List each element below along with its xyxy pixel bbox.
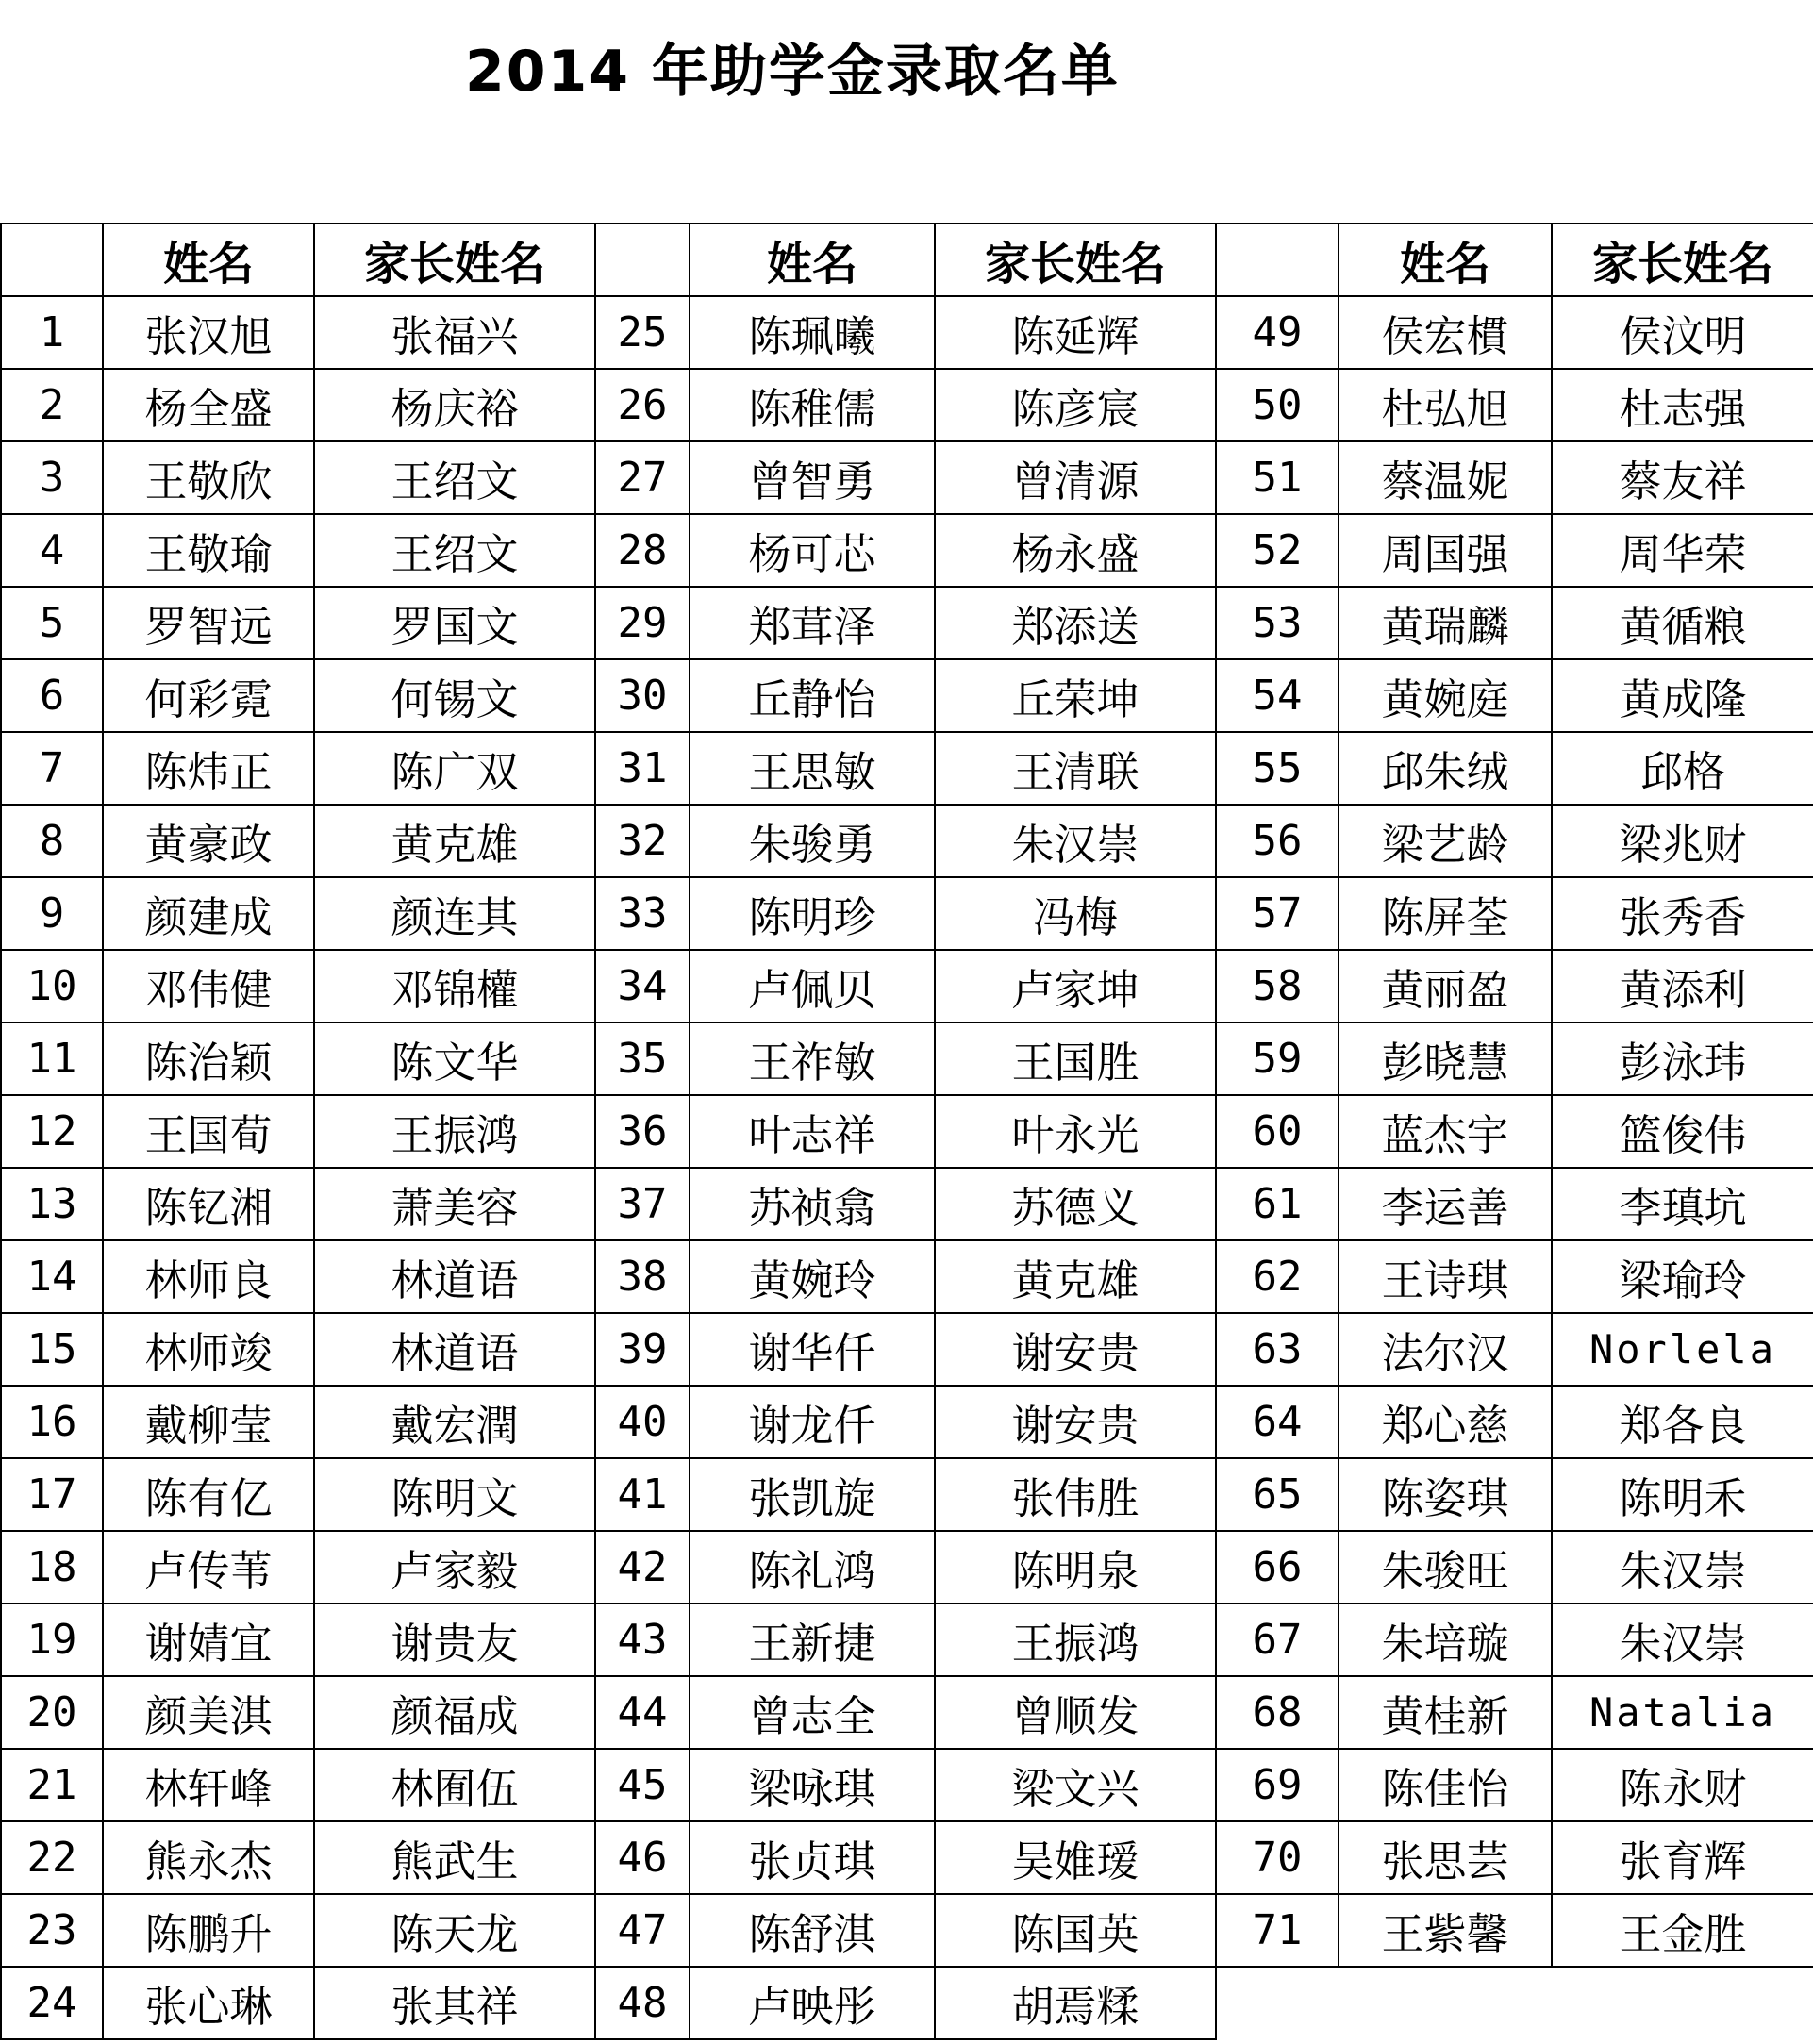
parent-name: 陈永财 — [1552, 1749, 1813, 1821]
parent-name: 冯梅 — [935, 877, 1216, 950]
table-row — [1, 659, 1813, 732]
student-name: 罗智远 — [103, 587, 314, 659]
table-row — [1, 369, 1813, 441]
student-name: 王新捷 — [690, 1604, 935, 1676]
student-name: 蔡温妮 — [1339, 441, 1552, 514]
table-row — [1, 1894, 1813, 1967]
row-number: 23 — [1, 1894, 103, 1967]
parent-name: 张育辉 — [1552, 1821, 1813, 1894]
table-row — [1, 950, 1813, 1022]
row-number: 29 — [595, 587, 690, 659]
parent-name: 王振鸿 — [935, 1604, 1216, 1676]
student-name: 陈治颖 — [103, 1022, 314, 1095]
row-number: 16 — [1, 1386, 103, 1458]
parent-name: 蔡友祥 — [1552, 441, 1813, 514]
empty-cell — [1552, 1967, 1813, 2039]
student-name: 朱骏旺 — [1339, 1531, 1552, 1604]
parent-name: 颜连其 — [314, 877, 595, 950]
row-number: 52 — [1216, 514, 1339, 587]
row-number: 70 — [1216, 1821, 1339, 1894]
parent-name: 陈明文 — [314, 1458, 595, 1531]
row-number: 56 — [1216, 805, 1339, 877]
row-number: 3 — [1, 441, 103, 514]
table-row — [1, 877, 1813, 950]
row-number: 38 — [595, 1240, 690, 1313]
row-number: 19 — [1, 1604, 103, 1676]
student-name: 林师良 — [103, 1240, 314, 1313]
student-name: 谢婧宜 — [103, 1604, 314, 1676]
parent-name: 何锡文 — [314, 659, 595, 732]
row-number: 43 — [595, 1604, 690, 1676]
row-number: 55 — [1216, 732, 1339, 805]
parent-name: 萧美容 — [314, 1168, 595, 1240]
student-name: 卢映彤 — [690, 1967, 935, 2039]
row-number: 71 — [1216, 1894, 1339, 1967]
parent-name: 谢安贵 — [935, 1386, 1216, 1458]
parent-name: Norlela — [1552, 1313, 1813, 1386]
row-number: 25 — [595, 296, 690, 369]
table-row — [1, 1967, 1813, 2039]
parent-name: 郑添送 — [935, 587, 1216, 659]
row-number: 32 — [595, 805, 690, 877]
row-number: 6 — [1, 659, 103, 732]
row-number: 66 — [1216, 1531, 1339, 1604]
student-name: 张贞琪 — [690, 1821, 935, 1894]
row-number: 5 — [1, 587, 103, 659]
student-name: 熊永杰 — [103, 1821, 314, 1894]
table-row — [1, 1168, 1813, 1240]
row-number: 58 — [1216, 950, 1339, 1022]
parent-name: 吴婎瑷 — [935, 1821, 1216, 1894]
student-name: 王敬瑜 — [103, 514, 314, 587]
row-number: 61 — [1216, 1168, 1339, 1240]
parent-name: 曾顺发 — [935, 1676, 1216, 1749]
header-index — [1216, 224, 1339, 296]
parent-name: 黄循粮 — [1552, 587, 1813, 659]
student-name: 林师竣 — [103, 1313, 314, 1386]
parent-name: 梁兆财 — [1552, 805, 1813, 877]
parent-name: 丘荣坤 — [935, 659, 1216, 732]
header-name: 姓名 — [1339, 224, 1552, 296]
table-row — [1, 1022, 1813, 1095]
student-name: 谢龙仟 — [690, 1386, 935, 1458]
table-row — [1, 805, 1813, 877]
student-name: 陈鹏升 — [103, 1894, 314, 1967]
student-name: 张凯旋 — [690, 1458, 935, 1531]
student-name: 李运善 — [1339, 1168, 1552, 1240]
student-name: 梁咏琪 — [690, 1749, 935, 1821]
parent-name: 黄克雄 — [935, 1240, 1216, 1313]
row-number: 69 — [1216, 1749, 1339, 1821]
row-number: 34 — [595, 950, 690, 1022]
parent-name: 郑各良 — [1552, 1386, 1813, 1458]
table-row — [1, 1313, 1813, 1386]
parent-name: 林囿伍 — [314, 1749, 595, 1821]
student-name: 陈有亿 — [103, 1458, 314, 1531]
parent-name: 侯汶明 — [1552, 296, 1813, 369]
student-name: 朱培璇 — [1339, 1604, 1552, 1676]
parent-name: 王清联 — [935, 732, 1216, 805]
row-number: 41 — [595, 1458, 690, 1531]
student-name: 黄桂新 — [1339, 1676, 1552, 1749]
row-number: 51 — [1216, 441, 1339, 514]
parent-name: 叶永光 — [935, 1095, 1216, 1168]
parent-name: 邓锦權 — [314, 950, 595, 1022]
row-number: 49 — [1216, 296, 1339, 369]
student-name: 黄婉庭 — [1339, 659, 1552, 732]
table-row — [1, 1676, 1813, 1749]
row-number: 17 — [1, 1458, 103, 1531]
header-name: 姓名 — [103, 224, 314, 296]
student-name: 林轩峰 — [103, 1749, 314, 1821]
row-number: 47 — [595, 1894, 690, 1967]
row-number: 10 — [1, 950, 103, 1022]
parent-name: 陈国英 — [935, 1894, 1216, 1967]
student-name: 黄瑞麟 — [1339, 587, 1552, 659]
student-name: 梁艺龄 — [1339, 805, 1552, 877]
parent-name: 彭泳玮 — [1552, 1022, 1813, 1095]
student-name: 陈炜正 — [103, 732, 314, 805]
student-name: 王国荀 — [103, 1095, 314, 1168]
row-number: 50 — [1216, 369, 1339, 441]
table-row — [1, 1821, 1813, 1894]
row-number: 31 — [595, 732, 690, 805]
row-number: 14 — [1, 1240, 103, 1313]
parent-name: 王绍文 — [314, 441, 595, 514]
row-number: 15 — [1, 1313, 103, 1386]
row-number: 46 — [595, 1821, 690, 1894]
row-number: 7 — [1, 732, 103, 805]
row-number: 65 — [1216, 1458, 1339, 1531]
parent-name: 颜福成 — [314, 1676, 595, 1749]
parent-name: 戴宏潤 — [314, 1386, 595, 1458]
parent-name: 陈天龙 — [314, 1894, 595, 1967]
parent-name: 梁文兴 — [935, 1749, 1216, 1821]
parent-name: 周华荣 — [1552, 514, 1813, 587]
row-number: 4 — [1, 514, 103, 587]
parent-name: 张福兴 — [314, 296, 595, 369]
student-name: 戴柳莹 — [103, 1386, 314, 1458]
header-name: 姓名 — [690, 224, 935, 296]
row-number: 20 — [1, 1676, 103, 1749]
row-number: 45 — [595, 1749, 690, 1821]
parent-name: 篮俊伟 — [1552, 1095, 1813, 1168]
table-row — [1, 732, 1813, 805]
student-name: 叶志祥 — [690, 1095, 935, 1168]
parent-name: 陈明禾 — [1552, 1458, 1813, 1531]
parent-name: 黄克雄 — [314, 805, 595, 877]
parent-name: 陈明泉 — [935, 1531, 1216, 1604]
parent-name: 林道语 — [314, 1313, 595, 1386]
student-name: 曾志全 — [690, 1676, 935, 1749]
parent-name: 李瑱坑 — [1552, 1168, 1813, 1240]
parent-name: 杨庆裕 — [314, 369, 595, 441]
parent-name: 王国胜 — [935, 1022, 1216, 1095]
parent-name: 梁瑜玲 — [1552, 1240, 1813, 1313]
row-number: 44 — [595, 1676, 690, 1749]
parent-name: 王振鸿 — [314, 1095, 595, 1168]
parent-name: 陈彦宸 — [935, 369, 1216, 441]
roster-table — [0, 223, 1813, 2040]
student-name: 谢华仟 — [690, 1313, 935, 1386]
student-name: 陈佳怡 — [1339, 1749, 1552, 1821]
parent-name: 林道语 — [314, 1240, 595, 1313]
header-index — [1, 224, 103, 296]
student-name: 杨全盛 — [103, 369, 314, 441]
student-name: 颜建成 — [103, 877, 314, 950]
student-name: 法尔汉 — [1339, 1313, 1552, 1386]
student-name: 王诗琪 — [1339, 1240, 1552, 1313]
parent-name: Natalia — [1552, 1676, 1813, 1749]
parent-name: 王金胜 — [1552, 1894, 1813, 1967]
parent-name: 朱汉崇 — [1552, 1604, 1813, 1676]
student-name: 卢佩贝 — [690, 950, 935, 1022]
student-name: 郑茸泽 — [690, 587, 935, 659]
row-number: 1 — [1, 296, 103, 369]
student-name: 张汉旭 — [103, 296, 314, 369]
row-number: 12 — [1, 1095, 103, 1168]
student-name: 陈珮曦 — [690, 296, 935, 369]
student-name: 邱朱绒 — [1339, 732, 1552, 805]
row-number: 26 — [595, 369, 690, 441]
student-name: 周国强 — [1339, 514, 1552, 587]
row-number: 67 — [1216, 1604, 1339, 1676]
row-number: 54 — [1216, 659, 1339, 732]
student-name: 颜美淇 — [103, 1676, 314, 1749]
student-name: 黄婉玲 — [690, 1240, 935, 1313]
row-number: 48 — [595, 1967, 690, 2039]
student-name: 苏祯翕 — [690, 1168, 935, 1240]
parent-name: 朱汉崇 — [935, 805, 1216, 877]
parent-name: 谢贵友 — [314, 1604, 595, 1676]
row-number: 39 — [595, 1313, 690, 1386]
parent-name: 陈文华 — [314, 1022, 595, 1095]
parent-name: 苏德义 — [935, 1168, 1216, 1240]
student-name: 张思芸 — [1339, 1821, 1552, 1894]
row-number: 40 — [595, 1386, 690, 1458]
row-number: 11 — [1, 1022, 103, 1095]
row-number: 62 — [1216, 1240, 1339, 1313]
table-row — [1, 1604, 1813, 1676]
row-number: 37 — [595, 1168, 690, 1240]
student-name: 杨可芯 — [690, 514, 935, 587]
student-name: 陈屏荃 — [1339, 877, 1552, 950]
student-name: 张心琳 — [103, 1967, 314, 2039]
parent-name: 张其祥 — [314, 1967, 595, 2039]
parent-name: 杜志强 — [1552, 369, 1813, 441]
student-name: 王祚敏 — [690, 1022, 935, 1095]
row-number: 64 — [1216, 1386, 1339, 1458]
empty-cell — [1339, 1967, 1552, 2039]
header-parent-name: 家长姓名 — [314, 224, 595, 296]
row-number: 27 — [595, 441, 690, 514]
row-number: 21 — [1, 1749, 103, 1821]
student-name: 蓝杰宇 — [1339, 1095, 1552, 1168]
student-name: 邓伟健 — [103, 950, 314, 1022]
student-name: 陈明珍 — [690, 877, 935, 950]
parent-name: 卢家毅 — [314, 1531, 595, 1604]
row-number: 28 — [595, 514, 690, 587]
parent-name: 黄成隆 — [1552, 659, 1813, 732]
row-number: 36 — [595, 1095, 690, 1168]
row-number: 8 — [1, 805, 103, 877]
row-number: 35 — [595, 1022, 690, 1095]
row-number: 2 — [1, 369, 103, 441]
student-name: 郑心慈 — [1339, 1386, 1552, 1458]
student-name: 杜弘旭 — [1339, 369, 1552, 441]
parent-name: 陈广双 — [314, 732, 595, 805]
row-number: 60 — [1216, 1095, 1339, 1168]
parent-name: 杨永盛 — [935, 514, 1216, 587]
student-name: 何彩霓 — [103, 659, 314, 732]
table-row — [1, 1240, 1813, 1313]
table-row — [1, 1749, 1813, 1821]
roster-body — [1, 296, 1813, 2039]
parent-name: 王绍文 — [314, 514, 595, 587]
row-number: 57 — [1216, 877, 1339, 950]
row-number: 24 — [1, 1967, 103, 2039]
table-row — [1, 587, 1813, 659]
parent-name: 陈延辉 — [935, 296, 1216, 369]
row-number: 22 — [1, 1821, 103, 1894]
student-name: 王思敏 — [690, 732, 935, 805]
student-name: 曾智勇 — [690, 441, 935, 514]
row-number: 59 — [1216, 1022, 1339, 1095]
row-number: 63 — [1216, 1313, 1339, 1386]
table-row — [1, 441, 1813, 514]
parent-name: 邱格 — [1552, 732, 1813, 805]
student-name: 黄丽盈 — [1339, 950, 1552, 1022]
row-number: 42 — [595, 1531, 690, 1604]
student-name: 王紫馨 — [1339, 1894, 1552, 1967]
row-number: 68 — [1216, 1676, 1339, 1749]
parent-name: 张伟胜 — [935, 1458, 1216, 1531]
student-name: 陈姿琪 — [1339, 1458, 1552, 1531]
header-index — [595, 224, 690, 296]
student-name: 王敬欣 — [103, 441, 314, 514]
row-number: 9 — [1, 877, 103, 950]
parent-name: 曾清源 — [935, 441, 1216, 514]
parent-name: 胡焉糅 — [935, 1967, 1216, 2039]
row-number: 13 — [1, 1168, 103, 1240]
parent-name: 卢家坤 — [935, 950, 1216, 1022]
parent-name: 罗国文 — [314, 587, 595, 659]
header-parent-name: 家长姓名 — [935, 224, 1216, 296]
header-parent-name: 家长姓名 — [1552, 224, 1813, 296]
parent-name: 熊武生 — [314, 1821, 595, 1894]
student-name: 陈钇湘 — [103, 1168, 314, 1240]
student-name: 陈礼鸿 — [690, 1531, 935, 1604]
row-number: 53 — [1216, 587, 1339, 659]
table-row — [1, 296, 1813, 369]
header-row — [1, 224, 1813, 296]
student-name: 侯宏樌 — [1339, 296, 1552, 369]
table-row — [1, 1531, 1813, 1604]
student-name: 卢传苇 — [103, 1531, 314, 1604]
row-number: 18 — [1, 1531, 103, 1604]
student-name: 朱骏勇 — [690, 805, 935, 877]
parent-name: 朱汉崇 — [1552, 1531, 1813, 1604]
parent-name: 谢安贵 — [935, 1313, 1216, 1386]
parent-name: 黄添利 — [1552, 950, 1813, 1022]
student-name: 陈稚儒 — [690, 369, 935, 441]
page-title: 2014 年助学金录取名单 — [465, 39, 1120, 105]
table-row — [1, 514, 1813, 587]
student-name: 彭晓慧 — [1339, 1022, 1552, 1095]
student-name: 黄豪政 — [103, 805, 314, 877]
row-number: 33 — [595, 877, 690, 950]
student-name: 丘静怡 — [690, 659, 935, 732]
student-name: 陈舒淇 — [690, 1894, 935, 1967]
row-number: 30 — [595, 659, 690, 732]
table-row — [1, 1458, 1813, 1531]
table-row — [1, 1095, 1813, 1168]
empty-cell — [1216, 1967, 1339, 2039]
parent-name: 张秀香 — [1552, 877, 1813, 950]
table-row — [1, 1386, 1813, 1458]
